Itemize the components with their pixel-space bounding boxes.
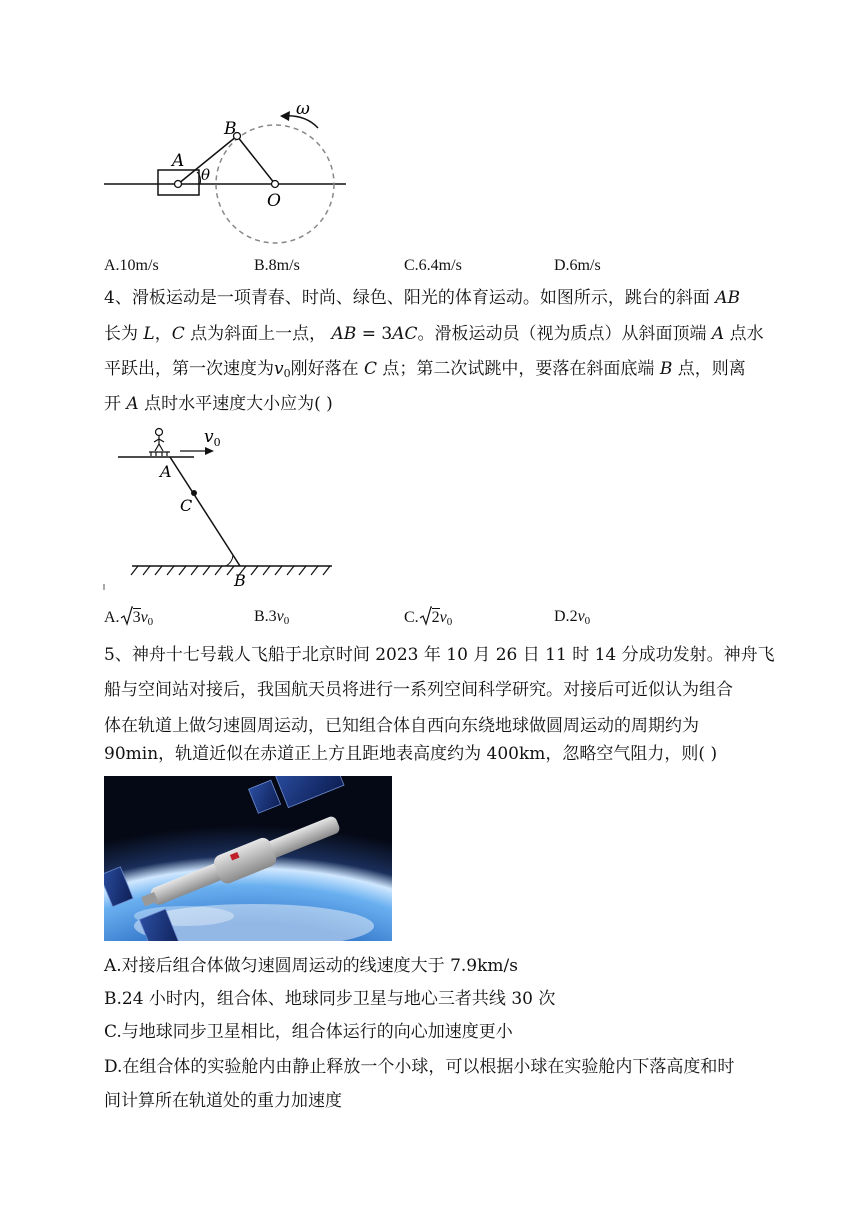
q3-option-a: A.10m/s <box>104 257 159 274</box>
q4-sub-0: 0 <box>283 367 291 380</box>
q4-var-a: A <box>711 324 725 344</box>
sqrt-icon <box>419 606 432 626</box>
q4-text-3c: 点；第二次试跳中，要落在斜面底端 <box>377 359 660 379</box>
q3-option-c: C.6.4m/s <box>404 257 462 274</box>
pivot-a <box>175 181 182 188</box>
q4-option-d <box>554 606 590 632</box>
ground-hatching <box>131 566 330 575</box>
label-theta: θ <box>201 166 211 184</box>
q4-text-3b: 刚好落在 <box>290 359 365 379</box>
q3-option-d: D.6m/s <box>554 257 601 274</box>
q5-option-d-line-2: 间计算所在轨道处的重力加速度 <box>104 1091 342 1111</box>
q4-text-4b: 点时水平速度大小应为( ) <box>138 394 333 414</box>
q5-line-2: 船与空间站对接后，我国航天员将进行一系列空间科学研究。对接后可近似认为组合 <box>104 680 733 700</box>
q4-text-3a: 平跃出，第一次速度为 <box>104 359 274 379</box>
q4-number: 4、 <box>104 288 132 308</box>
q4-equation <box>332 324 418 344</box>
opt-prefix: D. <box>554 608 570 625</box>
pivot-o <box>272 181 279 188</box>
q4-var-l: L <box>143 324 155 344</box>
radicand: 2 <box>431 609 440 626</box>
space-station-illustration <box>104 776 392 941</box>
eq-mid: = 3 <box>356 324 393 344</box>
q4-var-a2: A <box>126 394 139 414</box>
coef: 3 <box>268 608 277 625</box>
label-b: B <box>234 571 246 590</box>
q4-var-ab: AB <box>715 288 741 308</box>
label-c: C <box>180 496 193 515</box>
skier-icon <box>149 429 170 457</box>
q5-line-4: 90min，轨道近似在赤道正上方且距地表高度约为 400km，忽略空气阻力，则( ) <box>104 744 718 764</box>
sub-0: 0 <box>147 616 154 628</box>
q4-option-a <box>104 606 153 633</box>
q4-text-4a: 开 <box>104 394 127 414</box>
opt-prefix: A. <box>104 609 120 626</box>
q4-line-4 <box>104 393 333 415</box>
sub-0: 0 <box>446 616 453 628</box>
var-v: v <box>439 609 447 626</box>
q4-text-3d: 点，则离 <box>672 359 746 379</box>
sub-0: 0 <box>283 615 290 627</box>
q4-line-2 <box>104 323 764 345</box>
rotating-disc-diagram <box>100 98 360 246</box>
q4-var-c2: C <box>364 359 378 379</box>
q4-text-2a: 长为 <box>104 324 144 344</box>
opt-prefix: C. <box>404 609 419 626</box>
q4-line-1 <box>104 287 740 309</box>
q5-line-3: 体在轨道上做匀速圆周运动，已知组合体自西向东绕地球做圆周运动的周期约为 <box>104 716 699 736</box>
q4-text-2d: 。滑板运动员（视为质点）从斜面顶端 <box>417 324 712 344</box>
sub-0: 0 <box>584 615 591 627</box>
label-omega: ω <box>296 99 310 119</box>
label-o: O <box>267 191 281 211</box>
q4-text-2e: 点水 <box>724 324 764 344</box>
radicand: 3 <box>132 609 141 626</box>
slope-angle-arc <box>226 555 233 566</box>
q5-option-d-line-1: D.在组合体的实验舱内由静止释放一个小球，可以根据小球在实验舱内下落高度和时 <box>104 1057 735 1077</box>
q4-var-b: B <box>659 359 673 379</box>
crank-bo <box>237 136 275 184</box>
eq-left: AB <box>331 324 357 344</box>
q4-text-2c: 点为斜面上一点， <box>184 324 327 344</box>
q4-var-v: v <box>274 359 284 379</box>
q4-option-c <box>404 606 452 633</box>
eq-right: AC <box>392 324 418 344</box>
q4-line-3 <box>104 358 746 385</box>
space-station-photo <box>104 776 392 941</box>
label-a: A <box>160 462 172 481</box>
q3-option-b: B.8m/s <box>254 257 300 274</box>
coef: 2 <box>569 608 578 625</box>
ski-slope-diagram <box>100 420 340 592</box>
q5-option-b: B.24 小时内，组合体、地球同步卫星与地心三者共线 30 次 <box>104 989 556 1009</box>
opt-prefix: B. <box>254 608 269 625</box>
var-v: v <box>577 608 585 625</box>
label-b: B <box>224 119 237 139</box>
arrow-head-icon <box>280 111 290 121</box>
q4-text-2b: ， <box>154 324 172 344</box>
sqrt-icon <box>120 606 133 626</box>
q5-option-a: A.对接后组合体做匀速圆周运动的线速度大于 7.9km/s <box>104 956 518 976</box>
q4-text-1: 滑板运动是一项青春、时尚、绿色、阳光的体育运动。如图所示，跳台的斜面 <box>131 288 710 308</box>
label-v0: $v_0$ <box>204 427 221 449</box>
var-v: v <box>140 609 148 626</box>
label-a: A <box>172 151 185 171</box>
q4-option-b <box>254 606 289 632</box>
q4-var-c: C <box>171 324 185 344</box>
var-v: v <box>276 608 284 625</box>
q5-option-c: C.与地球同步卫星相比，组合体运行的向心加速度更小 <box>104 1022 513 1042</box>
q5-line-1: 5、神舟十七号载人飞船于北京时间 2023 年 10 月 26 日 11 时 14 分成功发射。神舟飞 <box>104 645 775 665</box>
